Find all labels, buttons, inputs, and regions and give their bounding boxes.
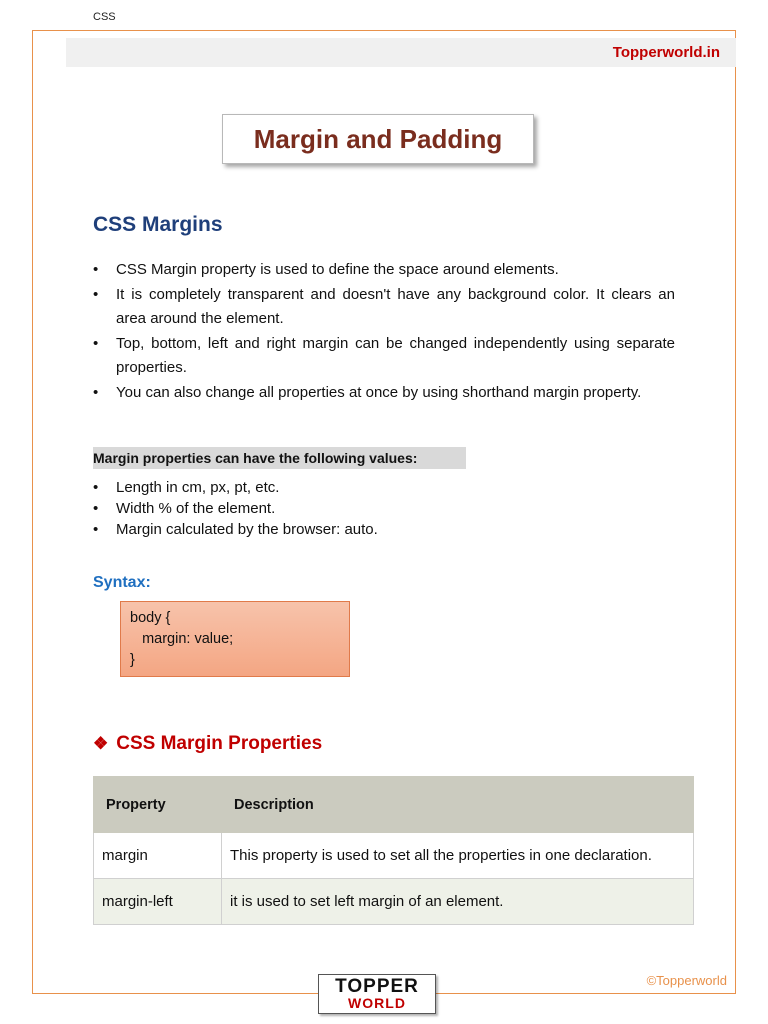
margin-bullet-list: [93, 258, 675, 406]
list-item: • Length in cm, px, pt, etc.: [93, 477, 378, 498]
table-header-row: [94, 777, 694, 833]
site-name: Topperworld.in: [612, 44, 720, 61]
table-row: [94, 879, 694, 925]
running-header-label: CSS: [93, 11, 116, 23]
table-row: [94, 833, 694, 879]
values-list: [93, 477, 378, 540]
margin-properties-table: [93, 776, 694, 925]
page-title: Margin and Padding: [253, 123, 503, 154]
page-title-box: [222, 114, 534, 164]
list-item: • You can also change all properties at once by using shorthand margin property.: [93, 381, 675, 405]
table-header-cell: Property: [94, 777, 222, 833]
footer-copyright: ©Topperworld: [646, 973, 727, 988]
syntax-label: Syntax:: [93, 574, 151, 591]
list-item: • It is completely transparent and doesn't have any background color. It clears an area around the element.: [93, 283, 675, 331]
list-item: • Top, bottom, left and right margin can be changed independently using separate properties.: [93, 332, 675, 380]
section-heading-css-margins: CSS Margins: [93, 213, 223, 236]
code-block: [120, 601, 350, 677]
table-cell: margin: [94, 833, 222, 879]
table-cell: it is used to set left margin of an element.: [222, 879, 694, 925]
properties-heading-text: CSS Margin Properties: [116, 733, 323, 754]
topperworld-logo: [318, 974, 436, 1014]
table-cell: This property is used to set all the properties in one declaration.: [222, 833, 694, 879]
logo-line-1: TOPPER: [335, 976, 419, 997]
code-line: margin: value;: [130, 631, 234, 647]
section-heading-margin-properties: [93, 733, 322, 755]
list-item: • CSS Margin property is used to define the space around elements.: [93, 258, 675, 282]
list-item: • Margin calculated by the browser: auto.: [93, 519, 378, 540]
table-cell: margin-left: [94, 879, 222, 925]
logo-line-2: WORLD: [348, 995, 406, 1011]
code-line: }: [130, 652, 135, 668]
diamond-bullet-icon: ❖: [93, 734, 109, 753]
values-heading: Margin properties can have the following values:: [93, 447, 466, 469]
list-item: • Width % of the element.: [93, 498, 378, 519]
table-header-cell: Description: [222, 777, 694, 833]
code-line: body {: [130, 610, 171, 626]
